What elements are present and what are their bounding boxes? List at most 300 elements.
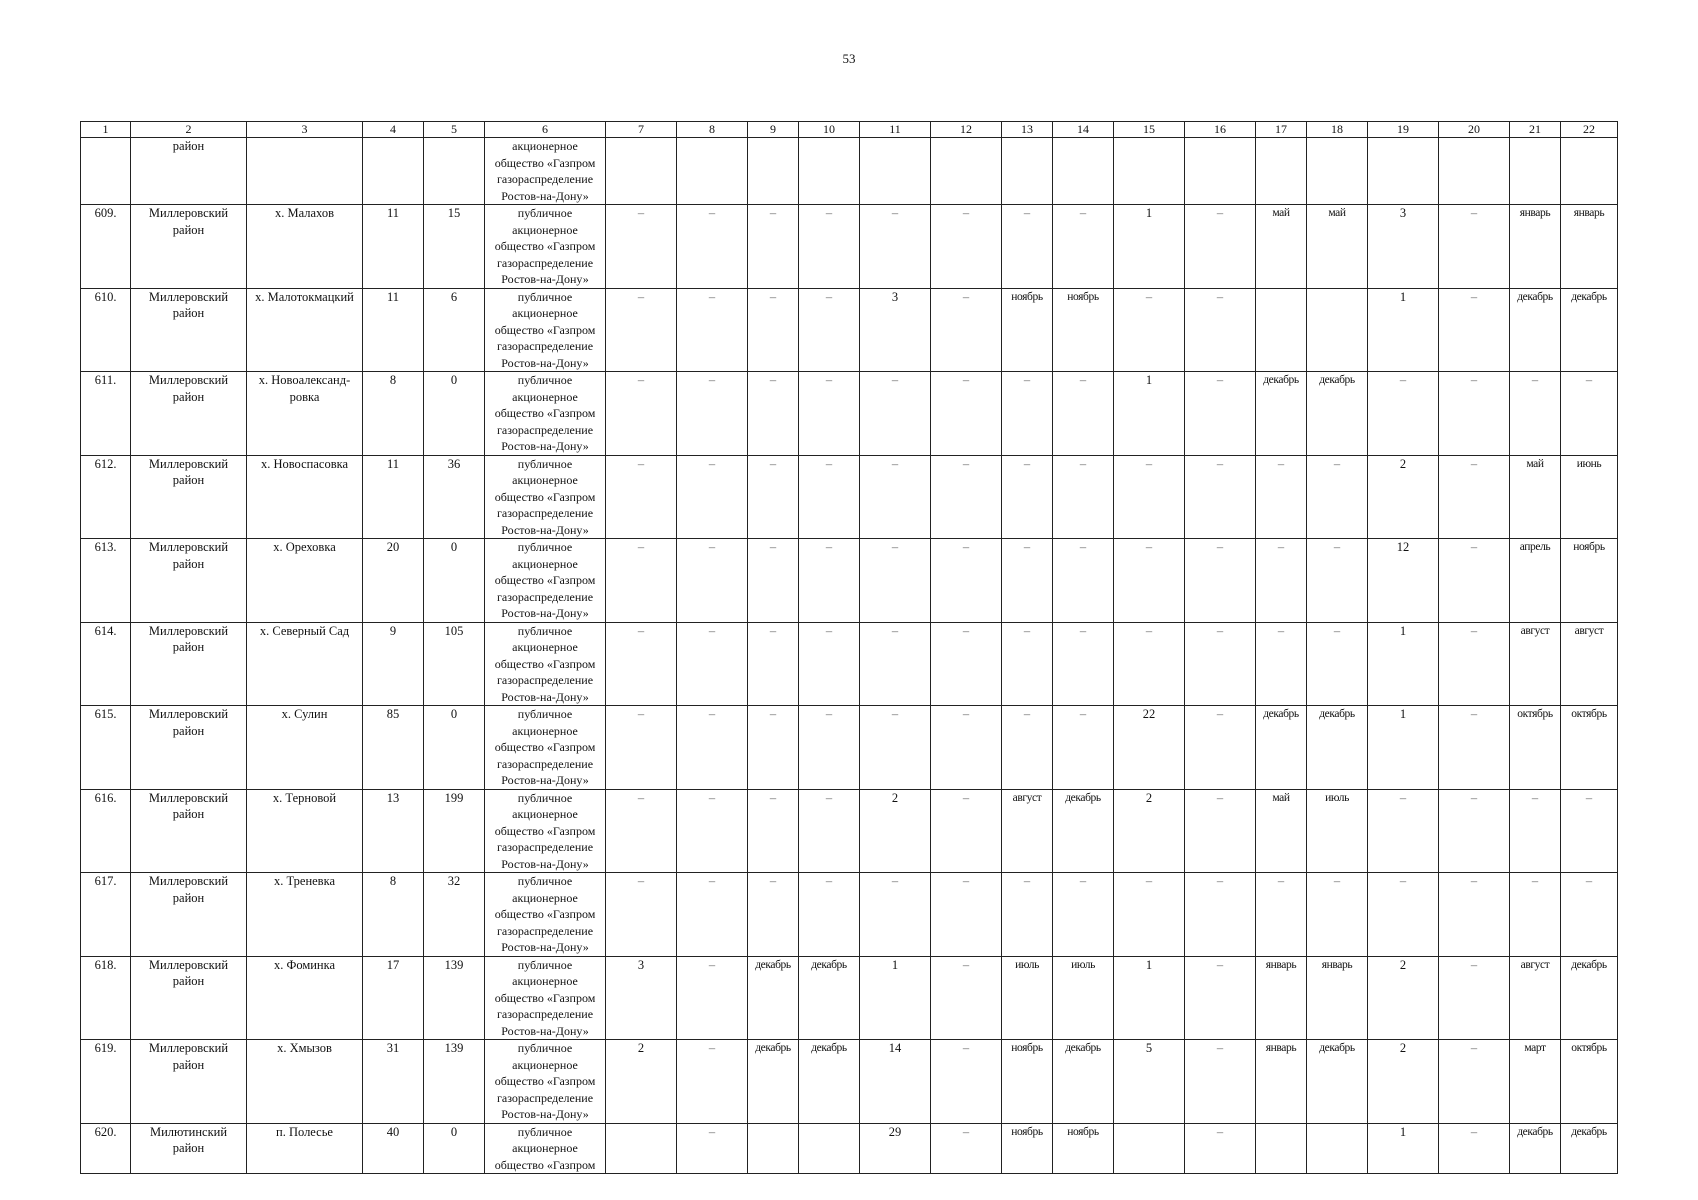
value-cell: 0 xyxy=(424,1123,485,1174)
value-cell: – xyxy=(748,706,799,790)
value-cell: октябрь xyxy=(1561,1040,1618,1124)
value-cell xyxy=(1307,1123,1368,1174)
value-cell: – xyxy=(1114,288,1185,372)
org-line: газораспределение xyxy=(496,255,594,270)
value-cell: июль xyxy=(1307,789,1368,873)
value-cell: декабрь xyxy=(1256,372,1307,456)
value-cell: – xyxy=(1002,539,1053,623)
value-cell: – xyxy=(1114,455,1185,539)
value-cell: – xyxy=(931,455,1002,539)
value-cell: – xyxy=(931,539,1002,623)
column-number: 17 xyxy=(1256,122,1307,138)
value-cell: 29 xyxy=(860,1123,931,1174)
value-cell: – xyxy=(1053,455,1114,539)
value-cell: – xyxy=(606,205,677,289)
value-cell: – xyxy=(677,288,748,372)
place-cell: х. Малотокмацкий xyxy=(247,288,363,372)
value-cell: – xyxy=(1002,455,1053,539)
value-cell: – xyxy=(1439,873,1510,957)
org-line: газораспределение xyxy=(496,422,594,437)
org-line: акционерное xyxy=(512,473,578,487)
org-line: акционерное xyxy=(512,139,578,153)
value-cell: декабрь xyxy=(1510,1123,1561,1174)
district-cell: Миллеровский район xyxy=(131,706,247,790)
cell xyxy=(1114,138,1185,205)
table-row xyxy=(81,956,1618,1040)
value-cell: – xyxy=(677,539,748,623)
value-cell: декабрь xyxy=(748,1040,799,1124)
column-number: 5 xyxy=(424,122,485,138)
value-cell: ноябрь xyxy=(1053,1123,1114,1174)
org-line: акционерное xyxy=(512,974,578,988)
org-line: общество «Газпром xyxy=(494,155,596,170)
value-cell: март xyxy=(1510,1040,1561,1124)
column-number: 1 xyxy=(81,122,131,138)
org-line: общество «Газпром xyxy=(494,322,596,337)
org-line: акционерное xyxy=(512,723,578,738)
column-number: 4 xyxy=(363,122,424,138)
value-cell: 2 xyxy=(1368,956,1439,1040)
org-line: Ростов-на-Дону» xyxy=(501,272,589,286)
cell xyxy=(1053,138,1114,205)
org-line: Ростов-на-Дону» xyxy=(501,522,589,537)
value-cell: 1 xyxy=(1114,372,1185,456)
value-cell: – xyxy=(799,455,860,539)
org-line: Ростов-на-Дону» xyxy=(501,940,589,954)
value-cell: 11 xyxy=(363,205,424,289)
value-cell: – xyxy=(1368,873,1439,957)
value-cell: 5 xyxy=(1114,1040,1185,1124)
value-cell: август xyxy=(1561,622,1618,706)
org-line: акционерное xyxy=(512,640,578,654)
value-cell: май xyxy=(1510,455,1561,539)
value-cell: – xyxy=(677,873,748,957)
value-cell: октябрь xyxy=(1561,706,1618,790)
value-cell: декабрь xyxy=(1561,288,1618,372)
district-cell: Миллеровский район xyxy=(131,288,247,372)
value-cell: – xyxy=(677,1040,748,1124)
column-number: 14 xyxy=(1053,122,1114,138)
place-cell: х. Новоалександ-ровка xyxy=(247,372,363,456)
org-line: общество «Газпром xyxy=(494,907,596,921)
row-number-cell: 610. xyxy=(81,288,131,372)
value-cell: – xyxy=(931,1123,1002,1174)
district-cell: Миллеровский район xyxy=(131,1040,247,1124)
value-cell: декабрь xyxy=(1307,706,1368,790)
column-number: 11 xyxy=(860,122,931,138)
value-cell: – xyxy=(748,372,799,456)
value-cell: 2 xyxy=(606,1040,677,1124)
org-line: общество «Газпром xyxy=(494,823,596,838)
value-cell: – xyxy=(677,372,748,456)
organization-cell xyxy=(485,1123,606,1174)
org-line: газораспределение xyxy=(496,589,594,604)
value-cell: – xyxy=(799,789,860,873)
value-cell: 3 xyxy=(1368,205,1439,289)
value-cell: – xyxy=(1185,455,1256,539)
org-line: Ростов-на-Дону» xyxy=(501,355,589,370)
org-line: газораспределение xyxy=(496,172,594,186)
data-table xyxy=(80,121,1618,1174)
value-cell: – xyxy=(1114,622,1185,706)
value-cell: ноябрь xyxy=(1002,1040,1053,1124)
table-row xyxy=(81,706,1618,790)
org-line: акционерное xyxy=(512,1057,578,1072)
value-cell: – xyxy=(1185,372,1256,456)
organization-cell xyxy=(485,288,606,372)
org-line: газораспределение xyxy=(496,756,594,771)
value-cell: – xyxy=(799,706,860,790)
org-line: Ростов-на-Дону» xyxy=(501,773,589,787)
value-cell: – xyxy=(677,706,748,790)
org-line: публичное xyxy=(517,1041,573,1055)
value-cell: ноябрь xyxy=(1561,539,1618,623)
value-cell: 17 xyxy=(363,956,424,1040)
column-number: 21 xyxy=(1510,122,1561,138)
column-number: 16 xyxy=(1185,122,1256,138)
value-cell: – xyxy=(748,622,799,706)
place-cell: х. Ореховка xyxy=(247,539,363,623)
org-line: акционерное xyxy=(512,890,578,905)
cell xyxy=(1510,138,1561,205)
org-line: акционерное xyxy=(512,1141,578,1155)
org-line: акционерное xyxy=(512,556,578,571)
org-line: публичное xyxy=(517,373,573,387)
column-number: 3 xyxy=(247,122,363,138)
value-cell: декабрь xyxy=(799,956,860,1040)
value-cell: – xyxy=(1185,622,1256,706)
column-number: 19 xyxy=(1368,122,1439,138)
value-cell xyxy=(1256,1123,1307,1174)
table-row xyxy=(81,455,1618,539)
org-line: акционерное xyxy=(512,306,578,320)
organization-cell xyxy=(485,706,606,790)
org-line: общество «Газпром xyxy=(494,406,596,420)
cell xyxy=(1368,138,1439,205)
value-cell: – xyxy=(1307,539,1368,623)
district-cell: Миллеровский район xyxy=(131,956,247,1040)
value-cell: 1 xyxy=(860,956,931,1040)
district-cell: Миллеровский район xyxy=(131,873,247,957)
district-cell: Миллеровский район xyxy=(131,622,247,706)
value-cell: – xyxy=(1439,1123,1510,1174)
value-cell: – xyxy=(799,205,860,289)
value-cell: – xyxy=(1307,873,1368,957)
value-cell: – xyxy=(1185,1123,1256,1174)
value-cell: – xyxy=(1185,539,1256,623)
value-cell: – xyxy=(606,372,677,456)
value-cell: – xyxy=(1053,873,1114,957)
value-cell: 1 xyxy=(1368,706,1439,790)
value-cell: 22 xyxy=(1114,706,1185,790)
value-cell: – xyxy=(1256,622,1307,706)
value-cell: декабрь xyxy=(1307,1040,1368,1124)
value-cell xyxy=(1307,288,1368,372)
value-cell: – xyxy=(1439,288,1510,372)
column-number: 15 xyxy=(1114,122,1185,138)
value-cell: – xyxy=(1307,622,1368,706)
cell xyxy=(677,138,748,205)
district-cell: Миллеровский район xyxy=(131,539,247,623)
org-line: газораспределение xyxy=(496,339,594,353)
column-number: 18 xyxy=(1307,122,1368,138)
value-cell: декабрь xyxy=(1561,1123,1618,1174)
organization-cell xyxy=(485,789,606,873)
value-cell: – xyxy=(1510,789,1561,873)
value-cell: – xyxy=(1053,372,1114,456)
value-cell: 2 xyxy=(1368,455,1439,539)
value-cell: – xyxy=(931,789,1002,873)
value-cell: – xyxy=(748,205,799,289)
value-cell: 139 xyxy=(424,1040,485,1124)
organization-cell xyxy=(485,205,606,289)
org-line: общество «Газпром xyxy=(494,1157,596,1172)
cell xyxy=(1439,138,1510,205)
value-cell: январь xyxy=(1256,956,1307,1040)
value-cell xyxy=(606,1123,677,1174)
value-cell: декабрь xyxy=(1053,789,1114,873)
column-number-row xyxy=(81,122,1618,138)
value-cell: – xyxy=(677,205,748,289)
value-cell: 3 xyxy=(860,288,931,372)
organization-cell xyxy=(485,873,606,957)
value-cell: – xyxy=(799,288,860,372)
place-cell: х. Терновой xyxy=(247,789,363,873)
value-cell: – xyxy=(1439,455,1510,539)
value-cell: – xyxy=(931,288,1002,372)
value-cell: июль xyxy=(1002,956,1053,1040)
value-cell: январь xyxy=(1510,205,1561,289)
value-cell: – xyxy=(931,1040,1002,1124)
table-row xyxy=(81,205,1618,289)
value-cell: декабрь xyxy=(1256,706,1307,790)
value-cell: – xyxy=(1368,789,1439,873)
org-line: газораспределение xyxy=(496,840,594,854)
value-cell: – xyxy=(1114,539,1185,623)
value-cell: декабрь xyxy=(1510,288,1561,372)
organization-cell xyxy=(485,1040,606,1124)
organization-cell xyxy=(485,622,606,706)
value-cell: – xyxy=(748,789,799,873)
value-cell: – xyxy=(931,873,1002,957)
value-cell: – xyxy=(1439,706,1510,790)
value-cell: – xyxy=(1439,205,1510,289)
org-line: публичное xyxy=(517,707,573,721)
cell xyxy=(1185,138,1256,205)
district-cell: район xyxy=(131,138,247,205)
value-cell: 11 xyxy=(363,455,424,539)
value-cell: – xyxy=(606,622,677,706)
value-cell: – xyxy=(1256,455,1307,539)
cell xyxy=(424,138,485,205)
table-row xyxy=(81,873,1618,957)
value-cell: 2 xyxy=(860,789,931,873)
column-number: 6 xyxy=(485,122,606,138)
value-cell: – xyxy=(799,873,860,957)
value-cell: – xyxy=(931,205,1002,289)
value-cell: – xyxy=(748,455,799,539)
cell xyxy=(606,138,677,205)
value-cell: – xyxy=(799,539,860,623)
value-cell: – xyxy=(1307,455,1368,539)
value-cell: – xyxy=(1256,539,1307,623)
cell xyxy=(1002,138,1053,205)
table-row xyxy=(81,1040,1618,1124)
value-cell xyxy=(1114,1123,1185,1174)
value-cell: декабрь xyxy=(1307,372,1368,456)
value-cell: – xyxy=(1368,372,1439,456)
value-cell: – xyxy=(606,288,677,372)
cell xyxy=(748,138,799,205)
value-cell: 0 xyxy=(424,372,485,456)
page-number: 53 xyxy=(842,51,856,66)
value-cell: – xyxy=(1002,622,1053,706)
value-cell: 1 xyxy=(1368,288,1439,372)
org-line: общество «Газпром xyxy=(494,656,596,671)
org-line: газораспределение xyxy=(496,506,594,520)
row-number-cell: 609. xyxy=(81,205,131,289)
table-row xyxy=(81,539,1618,623)
org-line: Ростов-на-Дону» xyxy=(501,1107,589,1121)
org-line: Ростов-на-Дону» xyxy=(501,188,589,203)
value-cell: – xyxy=(606,706,677,790)
value-cell: декабрь xyxy=(799,1040,860,1124)
organization-cell xyxy=(485,138,606,205)
value-cell: – xyxy=(1439,539,1510,623)
org-line: газораспределение xyxy=(496,923,594,938)
value-cell: – xyxy=(1002,706,1053,790)
value-cell: 32 xyxy=(424,873,485,957)
organization-cell xyxy=(485,455,606,539)
value-cell: 105 xyxy=(424,622,485,706)
table-row xyxy=(81,372,1618,456)
value-cell: август xyxy=(1002,789,1053,873)
value-cell: – xyxy=(1053,706,1114,790)
value-cell: – xyxy=(1439,1040,1510,1124)
value-cell: 0 xyxy=(424,706,485,790)
value-cell: июль xyxy=(1053,956,1114,1040)
value-cell: – xyxy=(1053,539,1114,623)
org-line: Ростов-на-Дону» xyxy=(501,856,589,871)
table-row xyxy=(81,789,1618,873)
value-cell: – xyxy=(931,706,1002,790)
value-cell: – xyxy=(931,622,1002,706)
value-cell: – xyxy=(860,706,931,790)
cell xyxy=(1561,138,1618,205)
value-cell: август xyxy=(1510,956,1561,1040)
cell xyxy=(247,138,363,205)
district-cell: Милютинский район xyxy=(131,1123,247,1174)
org-line: публичное xyxy=(517,456,573,471)
place-cell: х. Новоспасовка xyxy=(247,455,363,539)
row-number-cell: 612. xyxy=(81,455,131,539)
value-cell: 13 xyxy=(363,789,424,873)
value-cell: – xyxy=(677,455,748,539)
row-number-cell: 620. xyxy=(81,1123,131,1174)
org-line: публичное xyxy=(517,874,573,888)
column-number: 9 xyxy=(748,122,799,138)
value-cell: январь xyxy=(1561,205,1618,289)
value-cell: – xyxy=(1002,372,1053,456)
value-cell: 3 xyxy=(606,956,677,1040)
organization-cell xyxy=(485,956,606,1040)
column-number: 10 xyxy=(799,122,860,138)
row-number-cell: 614. xyxy=(81,622,131,706)
value-cell: август xyxy=(1510,622,1561,706)
value-cell: 1 xyxy=(1114,956,1185,1040)
value-cell: – xyxy=(860,873,931,957)
value-cell: – xyxy=(860,205,931,289)
organization-cell xyxy=(485,372,606,456)
org-line: Ростов-на-Дону» xyxy=(501,689,589,704)
district-cell: Миллеровский район xyxy=(131,205,247,289)
value-cell: 139 xyxy=(424,956,485,1040)
value-cell xyxy=(1256,288,1307,372)
org-line: акционерное xyxy=(512,222,578,237)
cell xyxy=(1307,138,1368,205)
value-cell: – xyxy=(1002,873,1053,957)
value-cell: 14 xyxy=(860,1040,931,1124)
value-cell: – xyxy=(1439,372,1510,456)
value-cell: 36 xyxy=(424,455,485,539)
value-cell: – xyxy=(1002,205,1053,289)
org-line: общество «Газпром xyxy=(494,740,596,754)
column-number: 12 xyxy=(931,122,1002,138)
value-cell: 2 xyxy=(1114,789,1185,873)
value-cell: – xyxy=(748,873,799,957)
row-number-cell: 616. xyxy=(81,789,131,873)
value-cell: декабрь xyxy=(1053,1040,1114,1124)
value-cell: 8 xyxy=(363,372,424,456)
cell xyxy=(860,138,931,205)
cell xyxy=(363,138,424,205)
org-line: общество «Газпром xyxy=(494,239,596,253)
value-cell: 1 xyxy=(1368,622,1439,706)
value-cell: – xyxy=(1561,372,1618,456)
value-cell: – xyxy=(677,789,748,873)
value-cell: июнь xyxy=(1561,455,1618,539)
column-number: 20 xyxy=(1439,122,1510,138)
district-cell: Миллеровский район xyxy=(131,789,247,873)
value-cell: – xyxy=(606,455,677,539)
value-cell: – xyxy=(799,622,860,706)
cell xyxy=(931,138,1002,205)
value-cell: декабрь xyxy=(1561,956,1618,1040)
value-cell: – xyxy=(1561,873,1618,957)
column-number: 22 xyxy=(1561,122,1618,138)
org-line: публичное xyxy=(517,289,573,304)
value-cell: – xyxy=(860,455,931,539)
value-cell: 40 xyxy=(363,1123,424,1174)
place-cell: х. Фоминка xyxy=(247,956,363,1040)
value-cell: 85 xyxy=(363,706,424,790)
org-line: акционерное xyxy=(512,389,578,404)
place-cell: х. Хмызов xyxy=(247,1040,363,1124)
value-cell: 12 xyxy=(1368,539,1439,623)
continuation-row xyxy=(81,138,1618,205)
value-cell: – xyxy=(677,622,748,706)
value-cell: май xyxy=(1256,205,1307,289)
value-cell: – xyxy=(1561,789,1618,873)
column-number: 7 xyxy=(606,122,677,138)
place-cell: х. Треневка xyxy=(247,873,363,957)
value-cell: – xyxy=(1439,956,1510,1040)
value-cell: – xyxy=(1185,288,1256,372)
org-line: публичное xyxy=(517,957,573,972)
value-cell: – xyxy=(1185,956,1256,1040)
column-number: 13 xyxy=(1002,122,1053,138)
value-cell: – xyxy=(1510,873,1561,957)
